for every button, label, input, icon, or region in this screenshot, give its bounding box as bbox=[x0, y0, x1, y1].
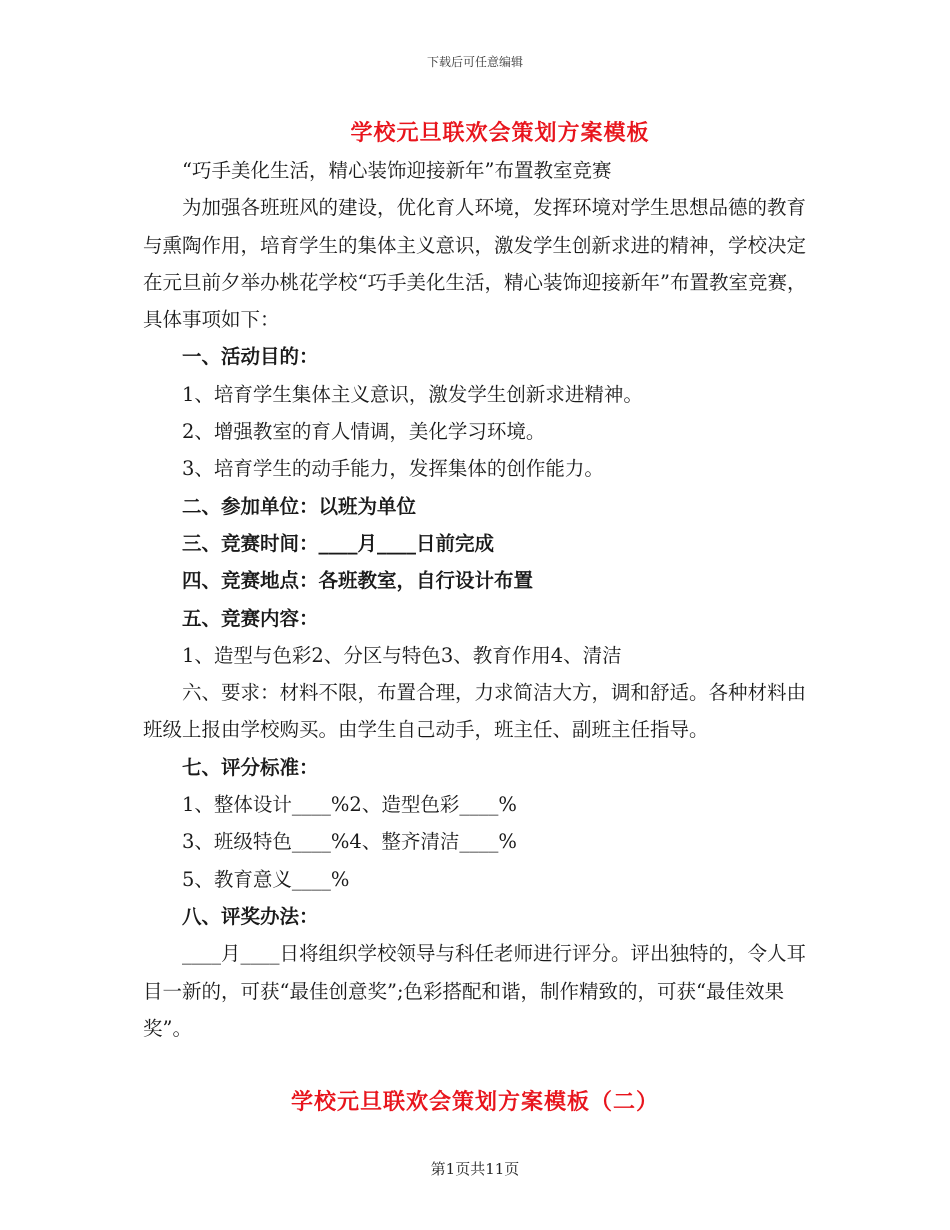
section-heading: 二、参加单位：以班为单位 bbox=[182, 494, 417, 518]
section-heading: 七、评分标准： bbox=[182, 755, 319, 779]
paragraph: 3、班级特色____%4、整齐清洁____% bbox=[182, 830, 517, 854]
paragraph: 1、整体设计____%2、造型色彩____% bbox=[182, 793, 517, 817]
section-heading: 三、竞赛时间：____月____日前完成 bbox=[182, 531, 495, 555]
section-heading: 一、活动目的： bbox=[182, 345, 319, 369]
section-title-2: 学校元旦联欢会策划方案模板（二） bbox=[290, 1090, 659, 1115]
section-heading: 五、竞赛内容： bbox=[182, 606, 319, 630]
document-body bbox=[143, 152, 808, 1047]
paragraph: 3、培育学生的动手能力，发挥集体的创作能力。 bbox=[182, 457, 604, 481]
paragraph: 1、造型与色彩2、分区与特色3、教育作用4、清洁 bbox=[182, 643, 622, 667]
page-header-note: 下载后可任意编辑 bbox=[426, 55, 523, 69]
paragraph: 1、培育学生集体主义意识，激发学生创新求进精神。 bbox=[182, 382, 643, 406]
paragraph: 为加强各班班风的建设，优化育人环境，发挥环境对学生思想品德的教育与熏陶作用，培育学生的集体主义意识，激发学生创新求进的精神，学校决定在元旦前夕举办桃花学校“巧手美化生活，精心装饰迎接新年”布置教室竞赛，具体事项如下： bbox=[143, 196, 807, 332]
paragraph: ____月____日将组织学校领导与科任老师进行评分。评出独特的，令人耳目一新的，可获“最佳创意奖”;色彩搭配和谐，制作精致的，可获“最佳效果奖”。 bbox=[143, 942, 807, 1040]
paragraph: 5、教育意义____% bbox=[182, 867, 350, 891]
page-number: 第1页共11页 bbox=[430, 1160, 520, 1178]
section-heading: 八、评奖办法： bbox=[182, 904, 319, 928]
section-heading: 四、竞赛地点：各班教室，自行设计布置 bbox=[182, 569, 534, 593]
paragraph: “巧手美化生活，精心装饰迎接新年”布置教室竞赛 bbox=[182, 159, 612, 182]
paragraph: 六、要求：材料不限，布置合理，力求简洁大方，调和舒适。各种材料由班级上报由学校购买。由学生自己动手，班主任、副班主任指导。 bbox=[143, 681, 807, 742]
paragraph: 2、增强教室的育人情调，美化学习环境。 bbox=[182, 420, 546, 444]
document-title: 学校元旦联欢会策划方案模板 bbox=[350, 121, 650, 146]
